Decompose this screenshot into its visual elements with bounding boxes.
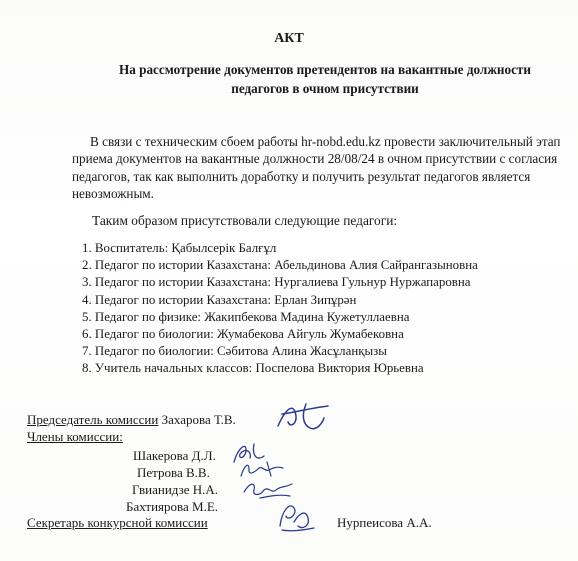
- member-name: Гвианидзе Н.А.: [132, 482, 219, 497]
- chair-signature-icon: [272, 398, 334, 434]
- member-name: Петрова В.В.: [137, 465, 210, 480]
- subtitle-line-1: На рассмотрение документов претендентов на вакантные должности: [118, 62, 532, 77]
- list-item: 6. Педагог по биологии: Жумабекова Айгуль Жумабековна: [82, 327, 404, 342]
- member-name: Бахтиярова М.Е.: [126, 499, 219, 514]
- list-item: 8. Учитель начальных классов: Поспелова Виктория Юрьевна: [82, 361, 424, 376]
- chair-line: [27, 412, 236, 428]
- secretary-label: Секретарь конкурсной комиссии: [27, 515, 208, 530]
- document-title: АКТ: [274, 31, 304, 46]
- present-label: Таким образом присутствовали следующие педагоги:: [92, 213, 398, 228]
- members-label: Члены комиссии:: [27, 429, 123, 444]
- chair-name: Захарова Т.В.: [161, 412, 236, 427]
- member-name: Шакерова Д.Л.: [133, 448, 216, 463]
- document-subtitle: [70, 60, 578, 98]
- intro-text: В связи с техническим сбоем работы hr-nobd.edu.kz провести заключительный этап приема документов на вакантные должности 28/08/24 в очном присутствии с согласия педагогов, так как выполнить доработку и получить результат педагогов является невозможным.: [72, 134, 561, 201]
- subtitle-line-2: педагогов в очном присутствии: [231, 81, 419, 96]
- list-item: 7. Педагог по биологии: Сәбитова Алина Жасұланқызы: [82, 344, 387, 359]
- chair-label: Председатель комиссии: [27, 412, 159, 427]
- list-item: 4. Педагог по истории Казахстана: Ерлан Зипұрән: [82, 292, 357, 307]
- list-item: 1. Воспитатель: Қабылсерік Балғұл: [82, 241, 277, 255]
- intro-paragraph: [72, 133, 564, 202]
- list-item: 2. Педагог по истории Казахстана: Абельдинова Алия Сайрангазыновна: [82, 258, 478, 273]
- list-item: 3. Педагог по истории Казахстана: Нургалиева Гульнур Нуржапаровна: [82, 275, 471, 290]
- secretary-signature-icon: [272, 496, 318, 536]
- secretary-name: Нурпеисова А.А.: [337, 515, 432, 530]
- teacher-list: [82, 240, 478, 378]
- list-item: 5. Педагог по физике: Жакипбекова Мадина Кужетуллаевна: [82, 309, 410, 324]
